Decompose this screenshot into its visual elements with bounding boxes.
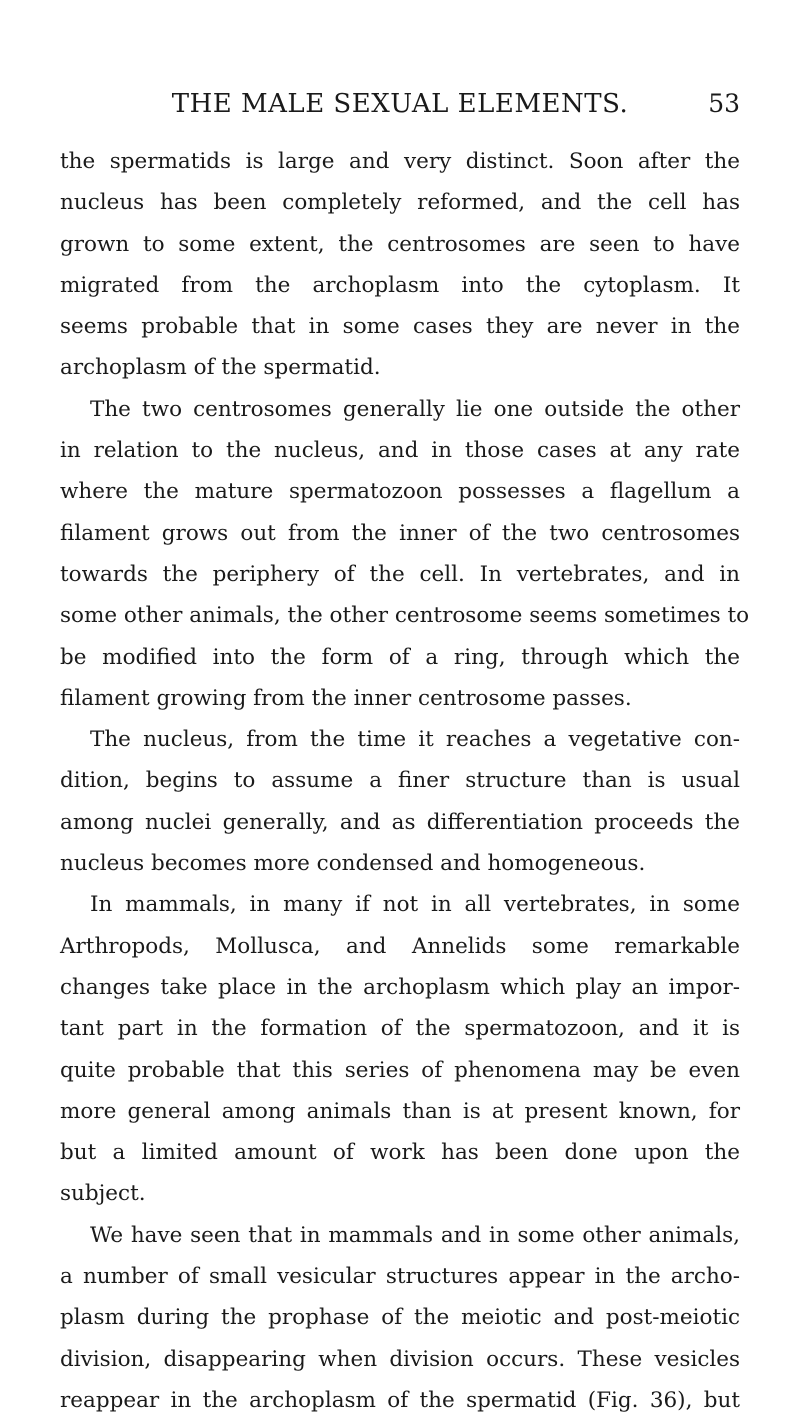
text-line: migrated from the archoplasm into the cytoplasm. It [60, 272, 740, 298]
text-line: towards the periphery of the cell. In vertebrates, and in [60, 561, 740, 587]
paragraph-5 [60, 1215, 740, 1421]
text-line: tant part in the formation of the spermatozoon, and it is [60, 1016, 740, 1042]
text-line: reappear in the archoplasm of the spermatid (Fig. 36), but [60, 1387, 740, 1413]
text-line: division, disappearing when division occurs. These vesicles [60, 1346, 740, 1372]
text-line: The two centrosomes generally lie one outside the other [90, 396, 740, 422]
text-line: We have seen that in mammals and in some other animals, [90, 1222, 740, 1248]
text-line: changes take place in the archoplasm which play an impor- [60, 974, 740, 1000]
text-line: more general among animals than is at present known, for [60, 1098, 740, 1124]
text-line: be modified into the form of a ring, through which the [60, 644, 740, 670]
text-line: In mammals, in many if not in all vertebrates, in some [90, 892, 740, 918]
text-line: but a limited amount of work has been done upon the [60, 1140, 740, 1166]
paragraph-1 [60, 141, 740, 389]
paragraph-4 [60, 884, 740, 1214]
text-line: The nucleus, from the time it reaches a vegetative con- [90, 727, 740, 753]
body-text [60, 141, 750, 1421]
text-line: among nuclei generally, and as differentiation proceeds the [60, 809, 740, 835]
paragraph-3 [60, 719, 740, 884]
text-line: a number of small vesicular structures appear in the archo- [60, 1264, 740, 1290]
text-line: nucleus becomes more condensed and homogeneous. [60, 851, 646, 877]
running-head [60, 87, 740, 121]
page-number: 53 [708, 89, 740, 118]
text-line: in relation to the nucleus, and in those cases at any rate [60, 438, 740, 464]
text-line: archoplasm of the spermatid. [60, 355, 381, 381]
text-line: plasm during the prophase of the meiotic and post-meiotic [60, 1305, 740, 1331]
text-line: the spermatids is large and very distinct. Soon after the [60, 149, 740, 174]
text-line: some other animals, the other centrosome seems sometimes to [60, 603, 750, 629]
text-line: dition, begins to assume a finer structure than is usual [60, 768, 740, 794]
text-line: where the mature spermatozoon possesses a flagellum a [60, 479, 740, 505]
text-line: grown to some extent, the centrosomes are seen to have [60, 231, 740, 257]
running-title: THE MALE SEXUAL ELEMENTS. [171, 89, 629, 119]
text-line: subject. [60, 1181, 146, 1207]
text-line: filament grows out from the inner of the two centrosomes [60, 520, 740, 546]
text-line: seems probable that in some cases they are never in the [60, 314, 740, 340]
paragraph-2 [60, 389, 750, 719]
text-line: Arthropods, Mollusca, and Annelids some remarkable [60, 933, 740, 959]
text-line: filament growing from the inner centrosome passes. [60, 685, 632, 711]
text-line: nucleus has been completely reformed, and the cell has [60, 190, 740, 216]
text-line: quite probable that this series of phenomena may be even [60, 1057, 740, 1083]
